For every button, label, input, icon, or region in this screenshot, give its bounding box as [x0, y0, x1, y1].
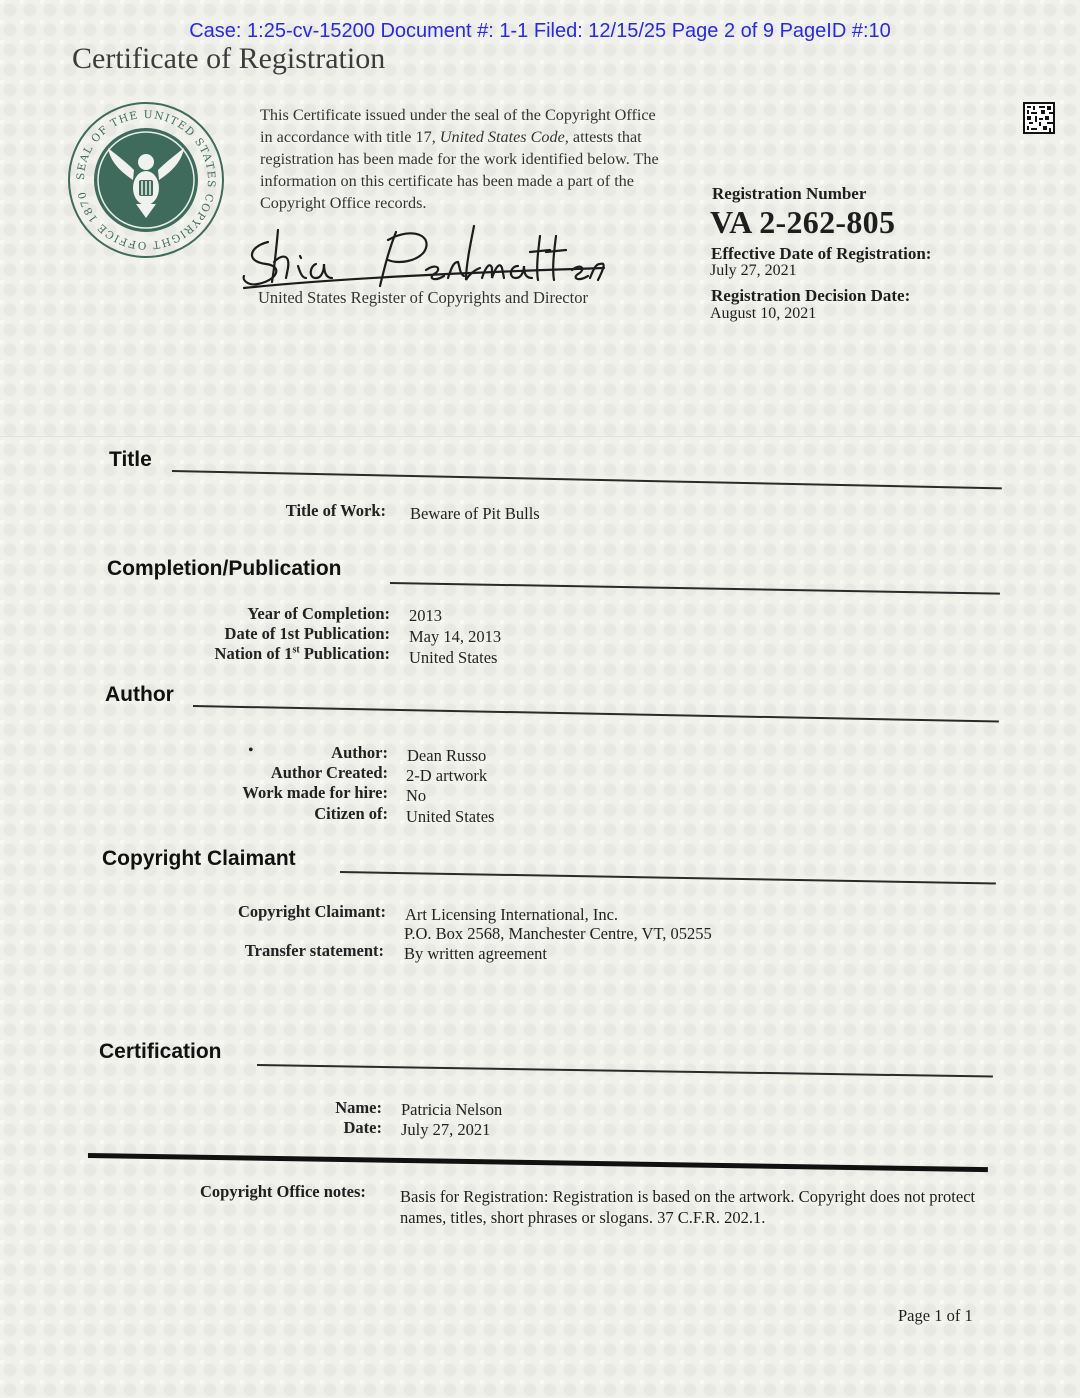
year-of-completion-label: Year of Completion:	[247, 604, 390, 623]
effective-date: July 27, 2021	[710, 262, 797, 279]
first-publication-date-value: May 14, 2013	[409, 627, 502, 646]
page-number: Page 1 of 1	[898, 1306, 973, 1325]
registration-number: VA 2-262-805	[710, 204, 896, 240]
publication-nation-label: Nation of 1st Publication:	[214, 644, 390, 663]
author-created-value: 2-D artwork	[406, 766, 488, 785]
title-section-rule	[172, 470, 1002, 489]
claimant-section-rule	[340, 871, 996, 884]
certification-section-heading: Certification	[99, 1040, 222, 1063]
copyright-claimant-label: Copyright Claimant:	[237, 902, 386, 921]
completion-section-heading: Completion/Publication	[107, 557, 342, 580]
author-value: Dean Russo	[407, 746, 487, 765]
certification-name-label: Name:	[335, 1098, 382, 1117]
certification-date-label: Date:	[343, 1118, 382, 1137]
copyright-claimant-name: Art Licensing International, Inc.	[405, 905, 619, 924]
author-bullet: •	[248, 742, 254, 759]
certificate-title: Certificate of Registration	[72, 42, 386, 75]
author-section-heading: Author	[105, 683, 174, 706]
case-header: Case: 1:25-cv-15200 Document #: 1-1 Filed: 12/15/25 Page 2 of 9 PageID #:10	[189, 20, 891, 42]
office-notes-label: Copyright Office notes:	[200, 1182, 366, 1201]
title-section-heading: Title	[109, 448, 152, 471]
work-for-hire-value: No	[406, 786, 427, 805]
certification-date-value: July 27, 2021	[401, 1120, 491, 1139]
first-publication-date-label: Date of 1st Publication:	[224, 624, 390, 643]
signature-caption: United States Register of Copyrights and Director	[258, 288, 588, 307]
completion-section-rule	[390, 582, 1000, 595]
barcode-icon	[1023, 102, 1055, 134]
certification-name-value: Patricia Nelson	[401, 1100, 503, 1119]
title-of-work-value: Beware of Pit Bulls	[410, 504, 540, 523]
decision-date: August 10, 2021	[710, 305, 817, 322]
transfer-statement-label: Transfer statement:	[244, 941, 384, 960]
author-section-rule	[193, 705, 999, 722]
title-of-work-label: Title of Work:	[285, 501, 386, 520]
notes-divider	[88, 1153, 988, 1172]
seal-text: SEAL OF THE UNITED STATES COPYRIGHT OFFICE 1870	[74, 108, 218, 252]
citizen-of-value: United States	[406, 807, 495, 826]
decision-date-label: Registration Decision Date:	[711, 286, 911, 305]
author-label: Author:	[331, 743, 388, 762]
registration-number-label: Registration Number	[712, 184, 867, 203]
publication-nation-value: United States	[409, 648, 498, 667]
register-signature-icon	[238, 222, 608, 292]
paper-fold	[0, 436, 1080, 437]
year-of-completion-value: 2013	[409, 606, 442, 625]
author-created-label: Author Created:	[270, 763, 388, 782]
effective-date-label: Effective Date of Registration:	[711, 244, 932, 263]
work-for-hire-label: Work made for hire:	[242, 783, 388, 802]
office-notes-text: Basis for Registration: Registration is based on the artwork. Copyright does not protect names, titles, short phrases or slogans. 37 C.F.R. 202.1.	[400, 1187, 976, 1227]
claimant-section-heading: Copyright Claimant	[102, 847, 296, 870]
copyright-claimant-address: P.O. Box 2568, Manchester Centre, VT, 05255	[404, 924, 712, 943]
certification-section-rule	[257, 1064, 993, 1078]
certificate-intro-text: This Certificate issued under the seal of the Copyright Office in accordance with title 17, United States Code, attests that registration has been made for the work identified below. The information on this certificate has been made a part of the Copyright Office records.	[260, 106, 659, 212]
transfer-statement-value: By written agreement	[404, 944, 547, 963]
copyright-office-seal-icon	[66, 100, 226, 260]
citizen-of-label: Citizen of:	[314, 804, 388, 823]
